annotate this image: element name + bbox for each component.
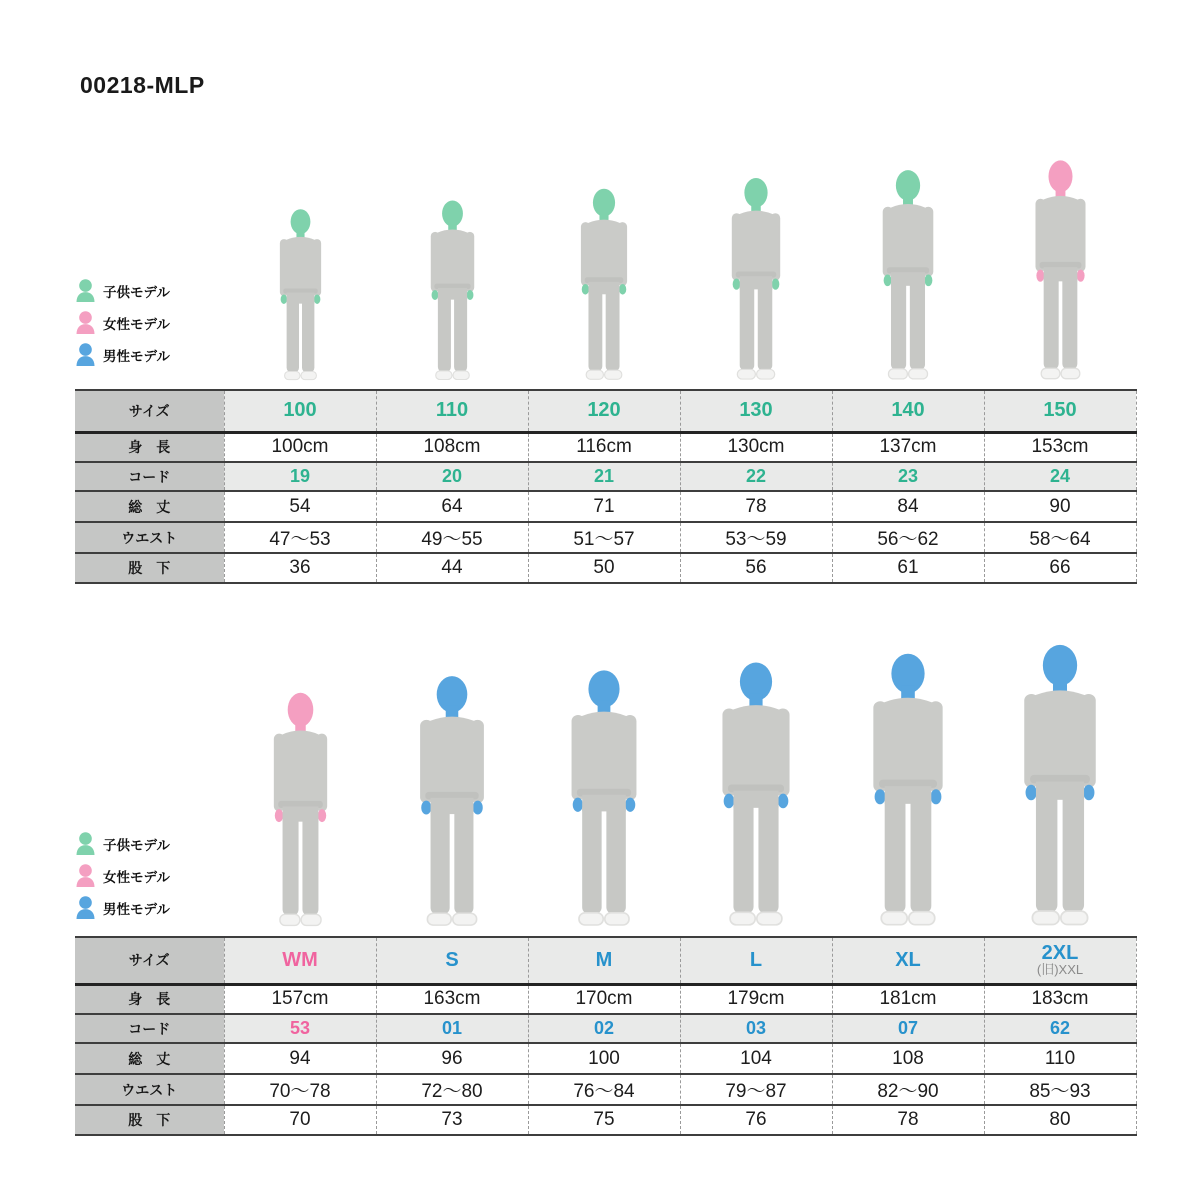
model-figure-XL <box>845 647 971 930</box>
code-value: 19 <box>224 462 376 491</box>
waist-value: 51〜57 <box>528 522 680 553</box>
legend-label: 女性モデル <box>103 869 170 885</box>
model-figure-150 <box>1015 155 1106 383</box>
length-value: 90 <box>984 491 1136 522</box>
height-value: 108cm <box>376 432 528 462</box>
code-value: 02 <box>528 1014 680 1043</box>
total-length-row <box>75 1043 1136 1074</box>
size-value: 120 <box>528 390 680 432</box>
legend-label: 男性モデル <box>103 348 170 364</box>
height-value: 183cm <box>984 984 1136 1014</box>
legend-label: 男性モデル <box>103 901 170 917</box>
length-value: 71 <box>528 491 680 522</box>
model-figure-110 <box>413 196 492 383</box>
inseam-value: 50 <box>528 553 680 583</box>
height-row <box>75 432 1136 462</box>
kids-size-table <box>75 389 1137 584</box>
female-model-icon <box>76 864 95 887</box>
model-figure-100 <box>263 205 338 383</box>
model-figure-S <box>394 670 510 930</box>
waist-value: 85〜93 <box>984 1074 1136 1105</box>
inseam-value: 36 <box>224 553 376 583</box>
size-row <box>75 390 1136 432</box>
inseam-value: 75 <box>528 1105 680 1135</box>
legend-item-male <box>76 896 170 919</box>
size-value: L <box>680 937 832 984</box>
size-value: 110 <box>376 390 528 432</box>
code-row <box>75 1014 1136 1043</box>
model-figure-130 <box>712 173 800 383</box>
child-model-icon <box>76 832 95 855</box>
length-value: 54 <box>224 491 376 522</box>
waist-value: 49〜55 <box>376 522 528 553</box>
height-value: 153cm <box>984 432 1136 462</box>
legend-label: 子供モデル <box>103 284 170 300</box>
row-label-waist: ウエスト <box>75 522 224 553</box>
length-value: 78 <box>680 491 832 522</box>
model-legend-top <box>76 279 170 366</box>
waist-value: 70〜78 <box>224 1074 376 1105</box>
height-value: 170cm <box>528 984 680 1014</box>
inseam-value: 76 <box>680 1105 832 1135</box>
code-row <box>75 462 1136 491</box>
female-model-icon <box>76 311 95 334</box>
inseam-value: 73 <box>376 1105 528 1135</box>
model-figure-140 <box>862 165 954 383</box>
code-value: 23 <box>832 462 984 491</box>
inseam-row <box>75 553 1136 583</box>
model-figure-M <box>545 664 663 930</box>
inseam-value: 56 <box>680 553 832 583</box>
waist-value: 79〜87 <box>680 1074 832 1105</box>
waist-row <box>75 522 1136 553</box>
size-value: 100 <box>224 390 376 432</box>
legend-label: 女性モデル <box>103 316 170 332</box>
length-value: 64 <box>376 491 528 522</box>
waist-value: 56〜62 <box>832 522 984 553</box>
length-value: 96 <box>376 1043 528 1074</box>
size-value: M <box>528 937 680 984</box>
row-label-inseam: 股 下 <box>75 553 224 583</box>
code-value: 03 <box>680 1014 832 1043</box>
code-value: 21 <box>528 462 680 491</box>
height-value: 116cm <box>528 432 680 462</box>
length-value: 110 <box>984 1043 1136 1074</box>
height-value: 100cm <box>224 432 376 462</box>
size-value: 140 <box>832 390 984 432</box>
legend-item-female <box>76 311 170 334</box>
waist-value: 82〜90 <box>832 1074 984 1105</box>
adult-size-table <box>75 936 1137 1136</box>
legend-item-child <box>76 279 170 302</box>
code-value: 22 <box>680 462 832 491</box>
length-value: 94 <box>224 1043 376 1074</box>
inseam-value: 78 <box>832 1105 984 1135</box>
row-label-inseam: 股 下 <box>75 1105 224 1135</box>
size-value: 130 <box>680 390 832 432</box>
row-label-waist: ウエスト <box>75 1074 224 1105</box>
row-label-height: 身 長 <box>75 984 224 1014</box>
child-model-icon <box>76 279 95 302</box>
height-value: 130cm <box>680 432 832 462</box>
waist-row <box>75 1074 1136 1105</box>
inseam-row <box>75 1105 1136 1135</box>
model-legend-bottom <box>76 832 170 919</box>
row-label-length: 総 丈 <box>75 1043 224 1074</box>
height-value: 157cm <box>224 984 376 1014</box>
product-code-title: 00218-MLP <box>80 72 205 98</box>
length-value: 108 <box>832 1043 984 1074</box>
length-value: 84 <box>832 491 984 522</box>
size-value: XL <box>832 937 984 984</box>
length-value: 104 <box>680 1043 832 1074</box>
code-value: 53 <box>224 1014 376 1043</box>
row-label-code: コード <box>75 462 224 491</box>
code-value: 24 <box>984 462 1136 491</box>
row-label-size: サイズ <box>75 390 224 432</box>
height-value: 137cm <box>832 432 984 462</box>
male-model-icon <box>76 896 95 919</box>
waist-value: 53〜59 <box>680 522 832 553</box>
inseam-value: 66 <box>984 553 1136 583</box>
size-value-2xl <box>984 937 1136 984</box>
legend-label: 子供モデル <box>103 837 170 853</box>
legend-item-male <box>76 343 170 366</box>
model-figure-WM <box>252 687 349 930</box>
inseam-value: 61 <box>832 553 984 583</box>
waist-value: 72〜80 <box>376 1074 528 1105</box>
legend-item-child <box>76 832 170 855</box>
waist-value: 58〜64 <box>984 522 1136 553</box>
waist-value: 47〜53 <box>224 522 376 553</box>
height-value: 181cm <box>832 984 984 1014</box>
size-old-name-note: (旧)XXL <box>1036 962 1084 978</box>
row-label-length: 総 丈 <box>75 491 224 522</box>
size-value: WM <box>224 937 376 984</box>
code-value: 62 <box>984 1014 1136 1043</box>
inseam-value: 44 <box>376 553 528 583</box>
size-value: 150 <box>984 390 1136 432</box>
height-value: 179cm <box>680 984 832 1014</box>
model-figure-120 <box>562 184 646 383</box>
code-value: 01 <box>376 1014 528 1043</box>
size-value: 2XL <box>1041 942 1079 965</box>
length-value: 100 <box>528 1043 680 1074</box>
code-value: 07 <box>832 1014 984 1043</box>
size-value: S <box>376 937 528 984</box>
legend-item-female <box>76 864 170 887</box>
height-value: 163cm <box>376 984 528 1014</box>
model-figure-2XL <box>995 638 1125 930</box>
size-row <box>75 937 1136 984</box>
inseam-value: 80 <box>984 1105 1136 1135</box>
inseam-value: 70 <box>224 1105 376 1135</box>
row-label-size: サイズ <box>75 937 224 984</box>
height-row <box>75 984 1136 1014</box>
waist-value: 76〜84 <box>528 1074 680 1105</box>
model-figure-L <box>695 656 817 930</box>
total-length-row <box>75 491 1136 522</box>
male-model-icon <box>76 343 95 366</box>
row-label-code: コード <box>75 1014 224 1043</box>
row-label-height: 身 長 <box>75 432 224 462</box>
code-value: 20 <box>376 462 528 491</box>
